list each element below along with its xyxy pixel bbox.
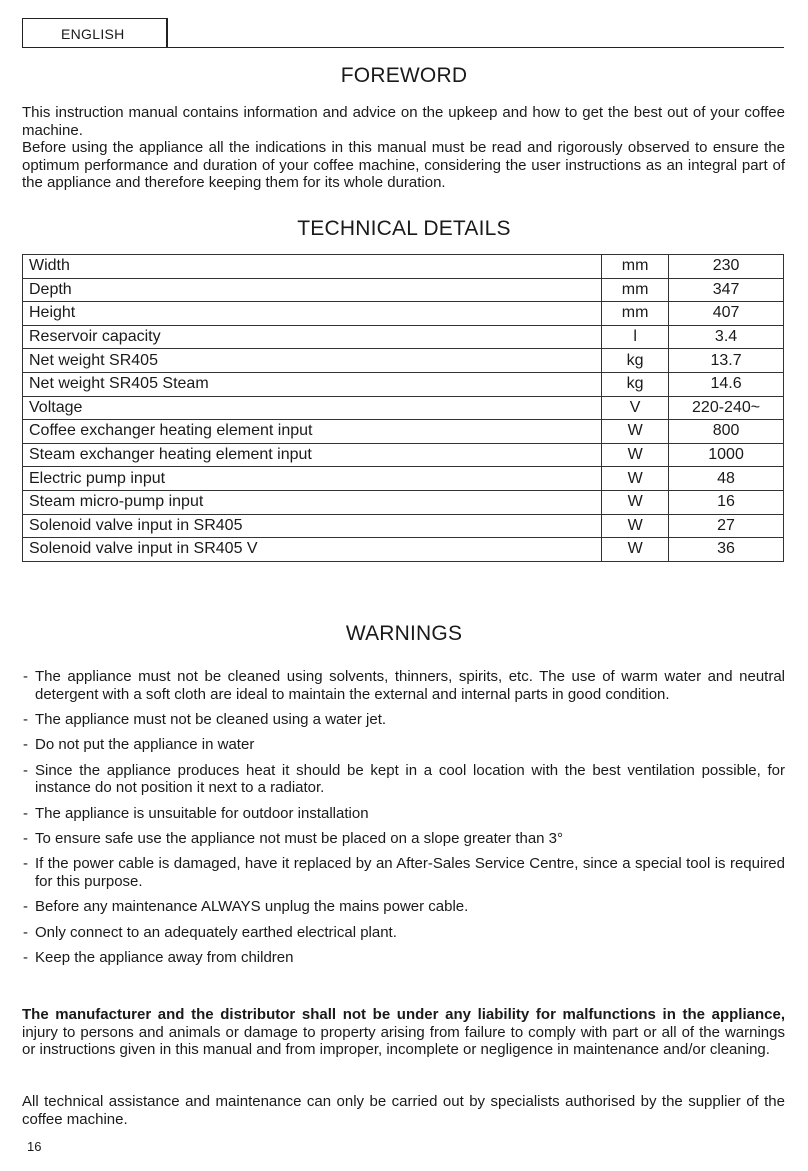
spec-unit: W xyxy=(602,490,669,514)
spec-label: Depth xyxy=(23,278,602,302)
table-row xyxy=(23,514,784,538)
table-row xyxy=(23,302,784,326)
warning-item: - Do not put the appliance in water xyxy=(22,736,785,754)
spec-label: Width xyxy=(23,255,602,279)
spec-label: Electric pump input xyxy=(23,467,602,491)
language-tab: ENGLISH xyxy=(22,18,168,48)
spec-unit: W xyxy=(602,538,669,562)
page-number: 16 xyxy=(27,1139,42,1154)
spec-label: Net weight SR405 Steam xyxy=(23,372,602,396)
spec-value: 14.6 xyxy=(669,372,784,396)
spec-value: 1000 xyxy=(669,443,784,467)
table-row xyxy=(23,420,784,444)
spec-label: Coffee exchanger heating element input xyxy=(23,420,602,444)
table-row xyxy=(23,443,784,467)
liability-paragraph xyxy=(22,1006,785,1059)
warning-item: - Before any maintenance ALWAYS unplug the mains power cable. xyxy=(22,898,785,916)
spec-unit: kg xyxy=(602,372,669,396)
spec-unit: W xyxy=(602,514,669,538)
spec-label: Steam micro-pump input xyxy=(23,490,602,514)
spec-label: Voltage xyxy=(23,396,602,420)
spec-value: 347 xyxy=(669,278,784,302)
spec-value: 3.4 xyxy=(669,325,784,349)
table-row xyxy=(23,467,784,491)
warning-item: - The appliance must not be cleaned using a water jet. xyxy=(22,711,785,729)
foreword-heading: FOREWORD xyxy=(340,64,468,87)
spec-unit: mm xyxy=(602,278,669,302)
spec-value: 36 xyxy=(669,538,784,562)
warning-item: - The appliance must not be cleaned using solvents, thinners, spirits, etc. The use of warm water and neutral detergent with a soft cloth are ideal to maintain the external and internal parts in good condition. xyxy=(22,668,785,703)
spec-label: Steam exchanger heating element input xyxy=(23,443,602,467)
warning-item: - Only connect to an adequately earthed electrical plant. xyxy=(22,924,785,942)
table-row xyxy=(23,278,784,302)
spec-label: Height xyxy=(23,302,602,326)
spec-value: 220-240~ xyxy=(669,396,784,420)
assistance-paragraph: All technical assistance and maintenance can only be carried out by specialists authorised by the supplier of the coffee machine. xyxy=(22,1093,785,1128)
spec-label: Reservoir capacity xyxy=(23,325,602,349)
spec-unit: W xyxy=(602,420,669,444)
table-row xyxy=(23,490,784,514)
spec-label: Net weight SR405 xyxy=(23,349,602,373)
spec-unit: mm xyxy=(602,302,669,326)
spec-value: 13.7 xyxy=(669,349,784,373)
warning-item: - Keep the appliance away from children xyxy=(22,949,785,967)
warning-item: - Since the appliance produces heat it should be kept in a cool location with the best ventilation possible, for instance do not position it next to a radiator. xyxy=(22,762,785,797)
spec-label: Solenoid valve input in SR405 V xyxy=(23,538,602,562)
spec-unit: mm xyxy=(602,255,669,279)
warnings-heading: WARNINGS xyxy=(345,622,463,645)
warning-item: - To ensure safe use the appliance not must be placed on a slope greater than 3° xyxy=(22,830,785,848)
warning-item: - The appliance is unsuitable for outdoor installation xyxy=(22,805,785,823)
warning-item: - If the power cable is damaged, have it replaced by an After-Sales Service Centre, since a special tool is required for this purpose. xyxy=(22,855,785,890)
warnings-list xyxy=(22,668,785,974)
spec-label: Solenoid valve input in SR405 xyxy=(23,514,602,538)
liability-text: injury to persons and animals or damage to property arising from failure to comply with part or all of the warnings or instructions given in this manual and from improper, incomplete or negligence in maintenance and/or cleaning. xyxy=(22,1023,785,1058)
liability-bold-text: The manufacturer and the distributor shall not be under any liability for malfunctions in the appliance, xyxy=(22,1006,785,1023)
table-row xyxy=(23,538,784,562)
spec-value: 27 xyxy=(669,514,784,538)
table-row xyxy=(23,325,784,349)
spec-unit: W xyxy=(602,443,669,467)
foreword-paragraph-1: This instruction manual contains information and advice on the upkeep and how to get the best out of your coffee machine. xyxy=(22,104,785,139)
table-row xyxy=(23,372,784,396)
table-row xyxy=(23,396,784,420)
table-row xyxy=(23,255,784,279)
spec-value: 230 xyxy=(669,255,784,279)
spec-unit: kg xyxy=(602,349,669,373)
spec-unit: W xyxy=(602,467,669,491)
header-rule xyxy=(22,47,784,48)
spec-unit: l xyxy=(602,325,669,349)
spec-value: 407 xyxy=(669,302,784,326)
spec-unit: V xyxy=(602,396,669,420)
spec-value: 48 xyxy=(669,467,784,491)
table-row xyxy=(23,349,784,373)
spec-value: 16 xyxy=(669,490,784,514)
foreword-paragraph-2: Before using the appliance all the indications in this manual must be read and rigorously observed to ensure the optimum performance and duration of your coffee machine, considering the user instructions as an integral part of the appliance and therefore keeping them for its whole duration. xyxy=(22,139,785,191)
spec-value: 800 xyxy=(669,420,784,444)
technical-details-table xyxy=(22,254,784,562)
technical-details-heading: TECHNICAL DETAILS xyxy=(297,217,511,240)
